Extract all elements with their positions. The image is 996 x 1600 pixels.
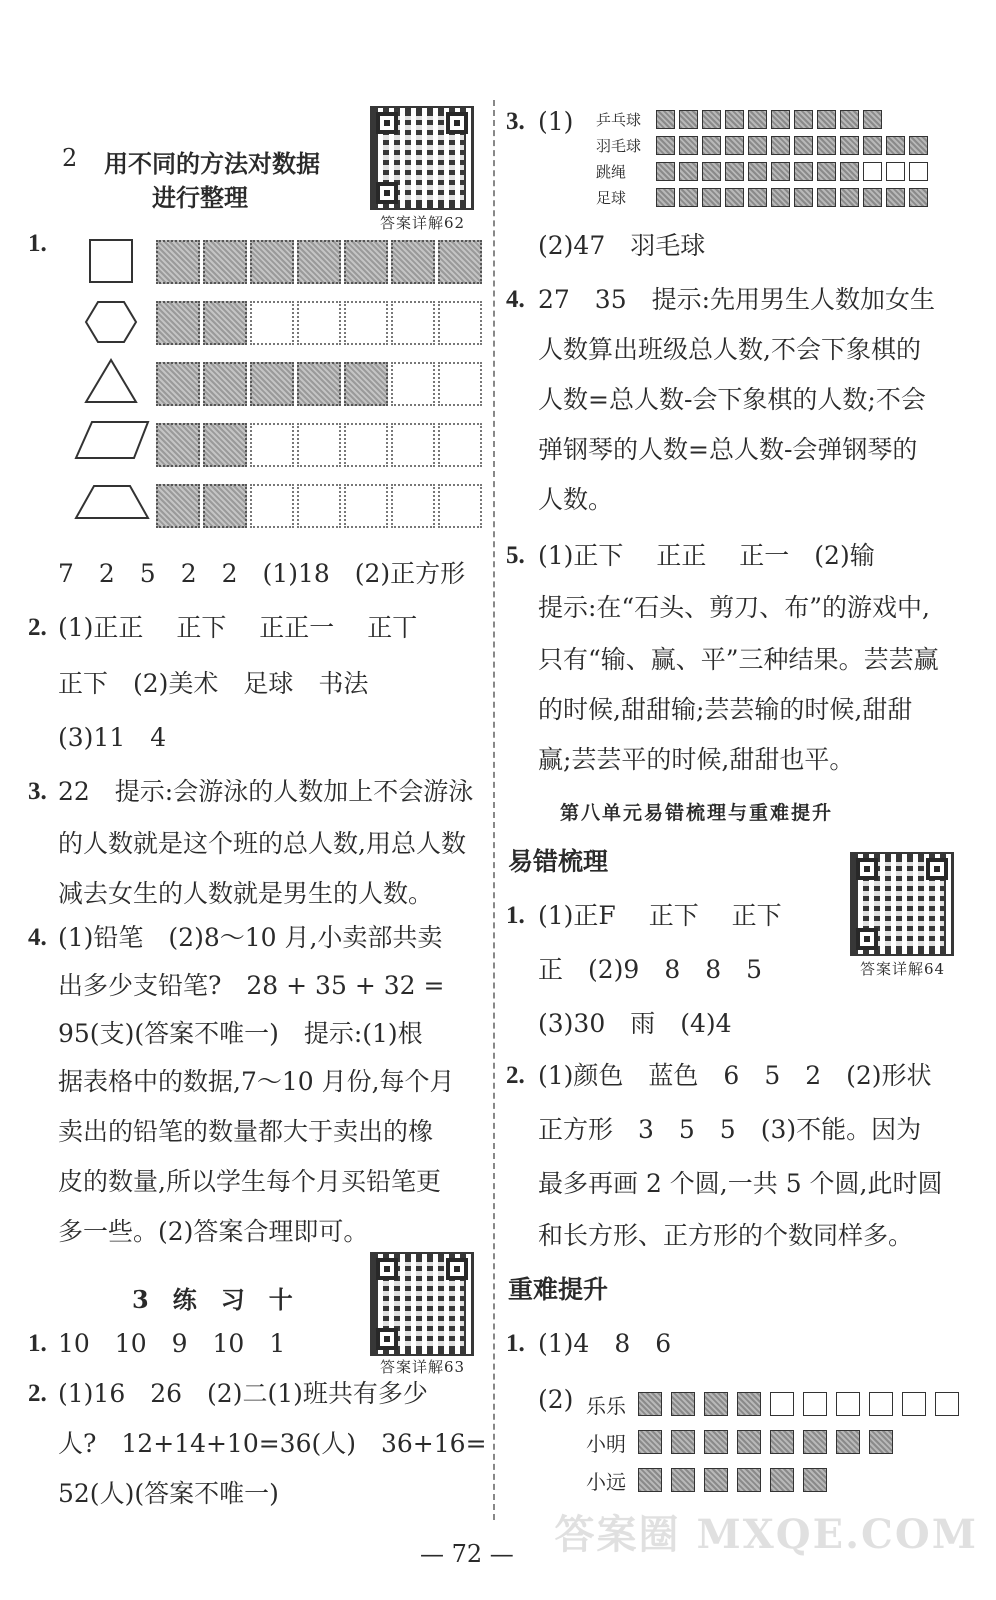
yicuo-title: 易错梳理 bbox=[508, 847, 609, 876]
yc-q2-line4: 和长方形、正方形的个数同样多。 bbox=[538, 1221, 914, 1250]
chart-cell bbox=[840, 188, 859, 207]
grid-cell bbox=[203, 362, 247, 406]
chart-cell bbox=[863, 136, 882, 155]
chart-cell bbox=[725, 162, 744, 181]
r-q4-line5: 人数。 bbox=[538, 485, 614, 514]
grid-cell bbox=[391, 301, 435, 345]
q4-line1: (1)铅笔 (2)8～10 月,小卖部共卖 bbox=[58, 923, 443, 952]
grid-cell bbox=[438, 423, 482, 467]
yc-q1-line1: (1)正F 正下 正下 bbox=[538, 901, 782, 930]
p2-line3: 52(人)(答案不唯一) bbox=[58, 1479, 279, 1508]
chart-cell bbox=[794, 110, 813, 129]
chart-cell bbox=[803, 1392, 827, 1416]
yc-q1-line2: 正 (2)9 8 8 5 bbox=[538, 955, 763, 984]
grid-cell bbox=[344, 240, 388, 284]
chart-cell bbox=[638, 1430, 662, 1454]
grid-cell bbox=[156, 484, 200, 528]
p2-line1: (1)16 26 (2)二(1)班共有多少 bbox=[58, 1379, 428, 1408]
grid-cell bbox=[297, 301, 341, 345]
chart-cell bbox=[656, 188, 675, 207]
chart-cell bbox=[638, 1468, 662, 1492]
chart-cell bbox=[679, 188, 698, 207]
r-q4-line2: 人数算出班级总人数,不会下象棋的 bbox=[538, 335, 921, 364]
chart-cell bbox=[803, 1468, 827, 1492]
r-q4-line1: 27 35 提示:先用男生人数加女生 bbox=[538, 285, 936, 314]
chart-cell bbox=[817, 162, 836, 181]
chart-cell bbox=[886, 162, 905, 181]
chart-cell bbox=[863, 188, 882, 207]
grid-cell bbox=[156, 423, 200, 467]
grid-cell bbox=[203, 301, 247, 345]
grid-cell bbox=[344, 301, 388, 345]
chart-cell bbox=[737, 1392, 761, 1416]
q1-answer: 7 2 5 2 2 (1)18 (2)正方形 bbox=[58, 559, 466, 588]
shape-icons bbox=[72, 236, 154, 536]
r-q5-line1: (1)正下 正正 正一 (2)输 bbox=[538, 541, 875, 570]
grid-cell bbox=[391, 240, 435, 284]
question-number: 4. bbox=[506, 286, 525, 313]
chart-cell bbox=[679, 162, 698, 181]
r-q4-line3: 人数=总人数-会下象棋的人数;不会 bbox=[538, 385, 926, 414]
q3-line1: 22 提示:会游泳的人数加上不会游泳 bbox=[58, 777, 474, 806]
grid-cell bbox=[203, 423, 247, 467]
chart-cell bbox=[794, 188, 813, 207]
square-icon bbox=[90, 240, 132, 282]
grid-cell bbox=[297, 240, 341, 284]
q3-line2: 的人数就是这个班的总人数,用总人数 bbox=[58, 829, 466, 858]
chart-cell bbox=[725, 110, 744, 129]
unit-heading: 第八单元易错梳理与重难提升 bbox=[560, 802, 834, 824]
parallelogram-icon bbox=[76, 422, 148, 458]
chart-cell bbox=[656, 162, 675, 181]
chart-cell bbox=[771, 136, 790, 155]
grid-cell bbox=[250, 484, 294, 528]
grid-cell bbox=[391, 362, 435, 406]
q4-line5: 卖出的铅笔的数量都大于卖出的橡 bbox=[58, 1117, 434, 1146]
qr-caption: 答案详解63 bbox=[380, 1358, 466, 1376]
chart-cell bbox=[869, 1392, 893, 1416]
qr-caption: 答案详解64 bbox=[860, 960, 946, 978]
question-number: 5. bbox=[506, 542, 525, 569]
chart-cell bbox=[817, 188, 836, 207]
chart-cell bbox=[794, 162, 813, 181]
grid-cell bbox=[438, 362, 482, 406]
chart-cell bbox=[671, 1392, 695, 1416]
grid-cell bbox=[156, 240, 200, 284]
chart-cell bbox=[886, 136, 905, 155]
yc-q2-line3: 最多再画 2 个圆,一共 5 个圆,此时圆 bbox=[538, 1169, 943, 1198]
question-number: 2. bbox=[28, 1380, 47, 1407]
grid-cell bbox=[297, 484, 341, 528]
q4-line6: 皮的数量,所以学生每个月买铅笔更 bbox=[58, 1167, 441, 1196]
q4-line7: 多一些。(2)答案合理即可。 bbox=[58, 1217, 369, 1246]
section-2-number: 2 bbox=[62, 144, 78, 172]
question-number: 1. bbox=[28, 1330, 47, 1357]
grid-cell bbox=[344, 484, 388, 528]
chart-row-label: 乒乓球 bbox=[596, 111, 642, 129]
qr-code-icon[interactable] bbox=[850, 852, 954, 956]
p1-answer: 10 10 9 10 1 bbox=[58, 1329, 286, 1358]
chart-row-label: 羽毛球 bbox=[596, 137, 642, 155]
grid-cell bbox=[250, 362, 294, 406]
q3-line3: 减去女生的人数就是男生的人数。 bbox=[58, 879, 434, 908]
grid-cell bbox=[438, 301, 482, 345]
grid-cell bbox=[203, 240, 247, 284]
question-number: 2. bbox=[506, 1062, 525, 1089]
chart-cell bbox=[771, 162, 790, 181]
chart-cell bbox=[702, 162, 721, 181]
chart-cell bbox=[869, 1430, 893, 1454]
chart-cell bbox=[737, 1430, 761, 1454]
q4-line4: 据表格中的数据,7～10 月份,每个月 bbox=[58, 1067, 455, 1096]
chart-cell bbox=[836, 1430, 860, 1454]
chart-row-label: 小远 bbox=[586, 1470, 626, 1494]
chart-cell bbox=[863, 110, 882, 129]
section-2-title-line1: 用不同的方法对数据 bbox=[104, 149, 320, 178]
trapezoid-icon bbox=[76, 486, 148, 518]
chart-cell bbox=[704, 1392, 728, 1416]
qr-caption: 答案详解62 bbox=[380, 214, 466, 232]
chart-cell bbox=[886, 188, 905, 207]
chart-cell bbox=[748, 110, 767, 129]
chart-cell bbox=[909, 136, 928, 155]
grid-cell bbox=[250, 240, 294, 284]
chart-cell bbox=[725, 136, 744, 155]
section-3-title: 3 练 习 十 bbox=[132, 1285, 293, 1314]
p2-line2: 人? 12+14+10=36(人) 36+16= bbox=[58, 1429, 487, 1458]
chart-cell bbox=[770, 1468, 794, 1492]
hexagon-icon bbox=[86, 302, 136, 342]
yc-q2-line2: 正方形 3 5 5 (3)不能。因为 bbox=[538, 1115, 922, 1144]
chart-cell bbox=[836, 1392, 860, 1416]
chart-cell bbox=[679, 136, 698, 155]
question-number: 1. bbox=[506, 1330, 525, 1357]
grid-cell bbox=[297, 423, 341, 467]
chart-cell bbox=[770, 1430, 794, 1454]
q4-line2: 出多少支铅笔? 28 + 35 + 32 = bbox=[58, 971, 445, 1000]
qr-code-icon[interactable] bbox=[370, 1252, 474, 1356]
grid-cell bbox=[344, 423, 388, 467]
grid-cell bbox=[391, 484, 435, 528]
chart-cell bbox=[671, 1468, 695, 1492]
r-q5-line3: 只有“输、赢、平”三种结果。芸芸赢 bbox=[538, 645, 939, 674]
chart-cell bbox=[737, 1468, 761, 1492]
chart-cell bbox=[794, 136, 813, 155]
q4-line3: 95(支)(答案不唯一) 提示:(1)根 bbox=[58, 1019, 423, 1048]
grid-cell bbox=[156, 362, 200, 406]
watermark-logo: 答案圈 MXQE.COM bbox=[554, 1511, 978, 1558]
r-q5-line4: 的时候,甜甜输;芸芸输的时候,甜甜 bbox=[538, 695, 913, 724]
chart-cell bbox=[771, 188, 790, 207]
question-number: 1. bbox=[28, 230, 47, 257]
q2-line2: 正下 (2)美术 足球 书法 bbox=[58, 669, 369, 698]
chart-cell bbox=[817, 110, 836, 129]
grid-cell bbox=[297, 362, 341, 406]
chart-cell bbox=[770, 1392, 794, 1416]
chart-cell bbox=[840, 136, 859, 155]
chart-cell bbox=[704, 1430, 728, 1454]
chart-cell bbox=[863, 162, 882, 181]
chart-cell bbox=[671, 1430, 695, 1454]
chart-cell bbox=[704, 1468, 728, 1492]
chart-cell bbox=[656, 136, 675, 155]
chart-cell bbox=[803, 1430, 827, 1454]
q2-line3: (3)11 4 bbox=[58, 723, 167, 752]
chart-cell bbox=[909, 188, 928, 207]
question-number: 3. bbox=[28, 778, 47, 805]
chart-cell bbox=[725, 188, 744, 207]
yc-q1-line3: (3)30 雨 (4)4 bbox=[538, 1009, 732, 1038]
r-q5-line5: 赢;芸芸平的时候,甜甜也平。 bbox=[538, 745, 855, 774]
zn-q1-part2: (2) bbox=[538, 1385, 574, 1414]
grid-cell bbox=[156, 301, 200, 345]
grid-cell bbox=[203, 484, 247, 528]
chart-cell bbox=[702, 110, 721, 129]
question-number: 1. bbox=[506, 902, 525, 929]
chart-cell bbox=[702, 188, 721, 207]
grid-cell bbox=[391, 423, 435, 467]
grid-cell bbox=[344, 362, 388, 406]
chart-cell bbox=[679, 110, 698, 129]
column-divider bbox=[493, 100, 495, 1520]
zn-q1-line1: (1)4 8 6 bbox=[538, 1329, 672, 1358]
chart-row-label: 跳绳 bbox=[596, 163, 627, 181]
chart-cell bbox=[817, 136, 836, 155]
chart-row-label: 乐乐 bbox=[586, 1394, 626, 1418]
q2-line1: (1)正正 正下 正正一 正丅 bbox=[58, 613, 418, 642]
grid-cell bbox=[438, 484, 482, 528]
section-2-title-line2: 进行整理 bbox=[152, 183, 248, 212]
chart-cell bbox=[840, 162, 859, 181]
chart-row-label: 小明 bbox=[586, 1432, 626, 1456]
question-number: 2. bbox=[28, 614, 47, 641]
chart-cell bbox=[638, 1392, 662, 1416]
chart-cell bbox=[902, 1392, 926, 1416]
grid-cell bbox=[250, 301, 294, 345]
page-number: — 72 — bbox=[420, 1540, 514, 1568]
r-q5-line2: 提示:在“石头、剪刀、布”的游戏中, bbox=[538, 593, 930, 622]
chart-cell bbox=[840, 110, 859, 129]
triangle-icon bbox=[86, 360, 136, 402]
chart-row-label: 足球 bbox=[596, 189, 627, 207]
question-number: 4. bbox=[28, 924, 47, 951]
grid-cell bbox=[250, 423, 294, 467]
question-number: 3. bbox=[506, 108, 525, 135]
chart-cell bbox=[771, 110, 790, 129]
chart-cell bbox=[656, 110, 675, 129]
zhongnan-title: 重难提升 bbox=[508, 1275, 609, 1304]
yc-q2-line1: (1)颜色 蓝色 6 5 2 (2)形状 bbox=[538, 1061, 932, 1090]
qr-code-icon[interactable] bbox=[370, 106, 474, 210]
chart-cell bbox=[748, 136, 767, 155]
grid-cell bbox=[438, 240, 482, 284]
r-q3-line2: (2)47 羽毛球 bbox=[538, 231, 706, 260]
chart-cell bbox=[748, 188, 767, 207]
chart-cell bbox=[748, 162, 767, 181]
chart-cell bbox=[702, 136, 721, 155]
r-q4-line4: 弹钢琴的人数=总人数-会弹钢琴的 bbox=[538, 435, 918, 464]
r-q3-part1: (1) bbox=[538, 107, 574, 136]
chart-cell bbox=[935, 1392, 959, 1416]
chart-cell bbox=[909, 162, 928, 181]
